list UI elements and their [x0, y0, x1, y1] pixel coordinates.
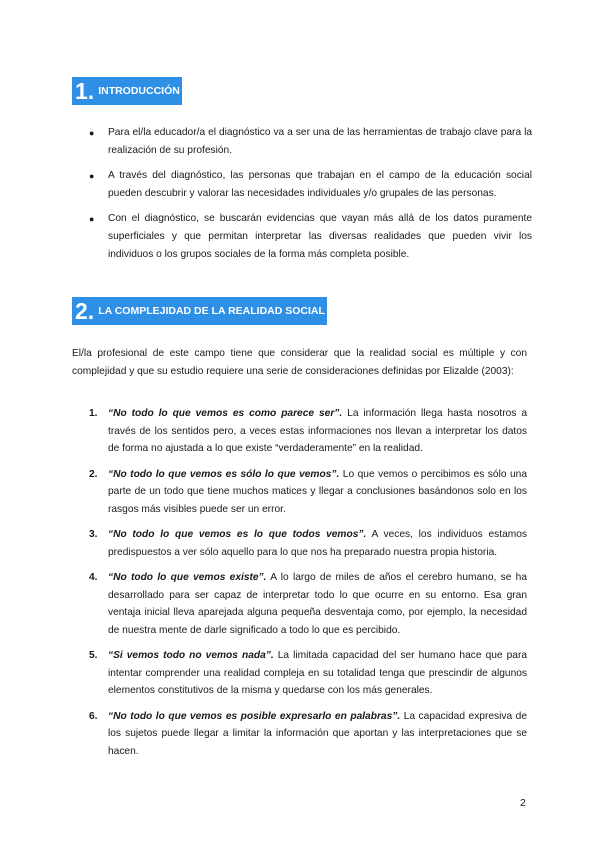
section-number: 1: [75, 78, 88, 104]
item-text: La información llega hasta nosotros a través de los sentidos pero, a veces estas informaciones nos llevan a interpretar los datos de forma no ajustada a lo que existe “verdaderamente” en la realidad.: [108, 408, 527, 454]
item-quote: “No todo lo que vemos es lo que todos vemos”.: [108, 529, 367, 540]
list-item: [72, 569, 527, 639]
item-number: 3.: [89, 529, 98, 540]
section-title: LA COMPLEJIDAD DE LA REALIDAD SOCIAL: [98, 305, 325, 317]
item-quote: “No todo lo que vemos existe”.: [108, 572, 267, 583]
item-text: Lo que vemos o percibimos es sólo una parte de un todo que tiene muchos matices y llegar a conclusiones basándonos solo en los rasgos más visibles puede ser un error.: [108, 468, 527, 515]
section-number-dot: .: [87, 298, 95, 324]
section-number: 2: [75, 298, 88, 324]
bullet-text: Para el/la educador/a el diagnóstico va a ser una de las herramientas de trabajo clave para la realización de su profesión.: [108, 127, 532, 156]
item-text: La capacidad expresiva de los sujetos puede llegar a limitar la información que aportan y las interpretaciones que se hacen.: [108, 710, 527, 757]
considerations-list: [72, 405, 527, 768]
section-intro-paragraph: El/la profesional de este campo tiene que considerar que la realidad social es múltiple y con complejidad y que su estudio requiere una serie de consideraciones definidas por Elizalde (2003):: [72, 348, 527, 377]
item-number: 1.: [89, 408, 98, 419]
item-number: 2.: [89, 468, 98, 480]
item-text: A veces, los individuos estamos predispuestos a ver sólo aquello para lo que nos ha preparado nuestra propia historia.: [108, 529, 527, 558]
section-heading-introduccion: [72, 77, 182, 105]
item-quote: “No todo lo que vemos es como parece ser”.: [108, 408, 343, 419]
bullet-item: [72, 210, 532, 264]
item-text: A lo largo de miles de años el cerebro humano, se ha desarrollado para ser capaz de interpretar todo lo que ocurre en su entorno. Esa gran ventaja inicial lleva aparejada alguna pequeña desventaja como, por ejemplo, la necesidad de nuestra mente de darle significado a todo lo que es percibido.: [108, 572, 527, 636]
bullet-text: A través del diagnóstico, las personas que trabajan en el campo de la educación social pueden descubrir y valorar las necesidades individuales y/o grupales de las personas.: [108, 170, 532, 199]
item-number: 5.: [89, 650, 98, 661]
bullet-icon: ●: [89, 171, 95, 181]
page-number: 2: [520, 797, 526, 809]
list-item: [72, 526, 527, 561]
item-number: 6.: [89, 710, 98, 722]
bullet-item: [72, 167, 532, 203]
list-item: [72, 466, 527, 519]
list-item: [72, 405, 527, 458]
intro-bullet-list: [72, 124, 532, 271]
bullet-icon: ●: [89, 128, 95, 138]
bullet-icon: ●: [89, 214, 95, 224]
list-item: [72, 647, 527, 700]
list-item: [72, 708, 527, 761]
item-quote: “No todo lo que vemos es posible expresarlo en palabras”.: [108, 710, 401, 722]
item-text: La limitada capacidad del ser humano hace que para intentar comprender una realidad compleja en su totalidad tenga que prescindir de algunos elementos constitutivos de la misma y quedarse con los más generales.: [108, 650, 527, 696]
section-title: INTRODUCCIÓN: [98, 85, 180, 97]
section-heading-complejidad: [72, 297, 327, 325]
item-number: 4.: [89, 572, 98, 583]
section-number-dot: .: [87, 78, 95, 104]
bullet-item: [72, 124, 532, 160]
bullet-text: Con el diagnóstico, se buscarán evidencias que vayan más allá de los datos puramente superficiales y que permitan interpretar las diversas realidades que pueden vivir los individuos o los grupos sociales de la forma más completa posible.: [108, 213, 532, 260]
item-quote: “Si vemos todo no vemos nada”.: [108, 650, 274, 661]
item-quote: “No todo lo que vemos es sólo lo que vemos”.: [108, 468, 340, 480]
